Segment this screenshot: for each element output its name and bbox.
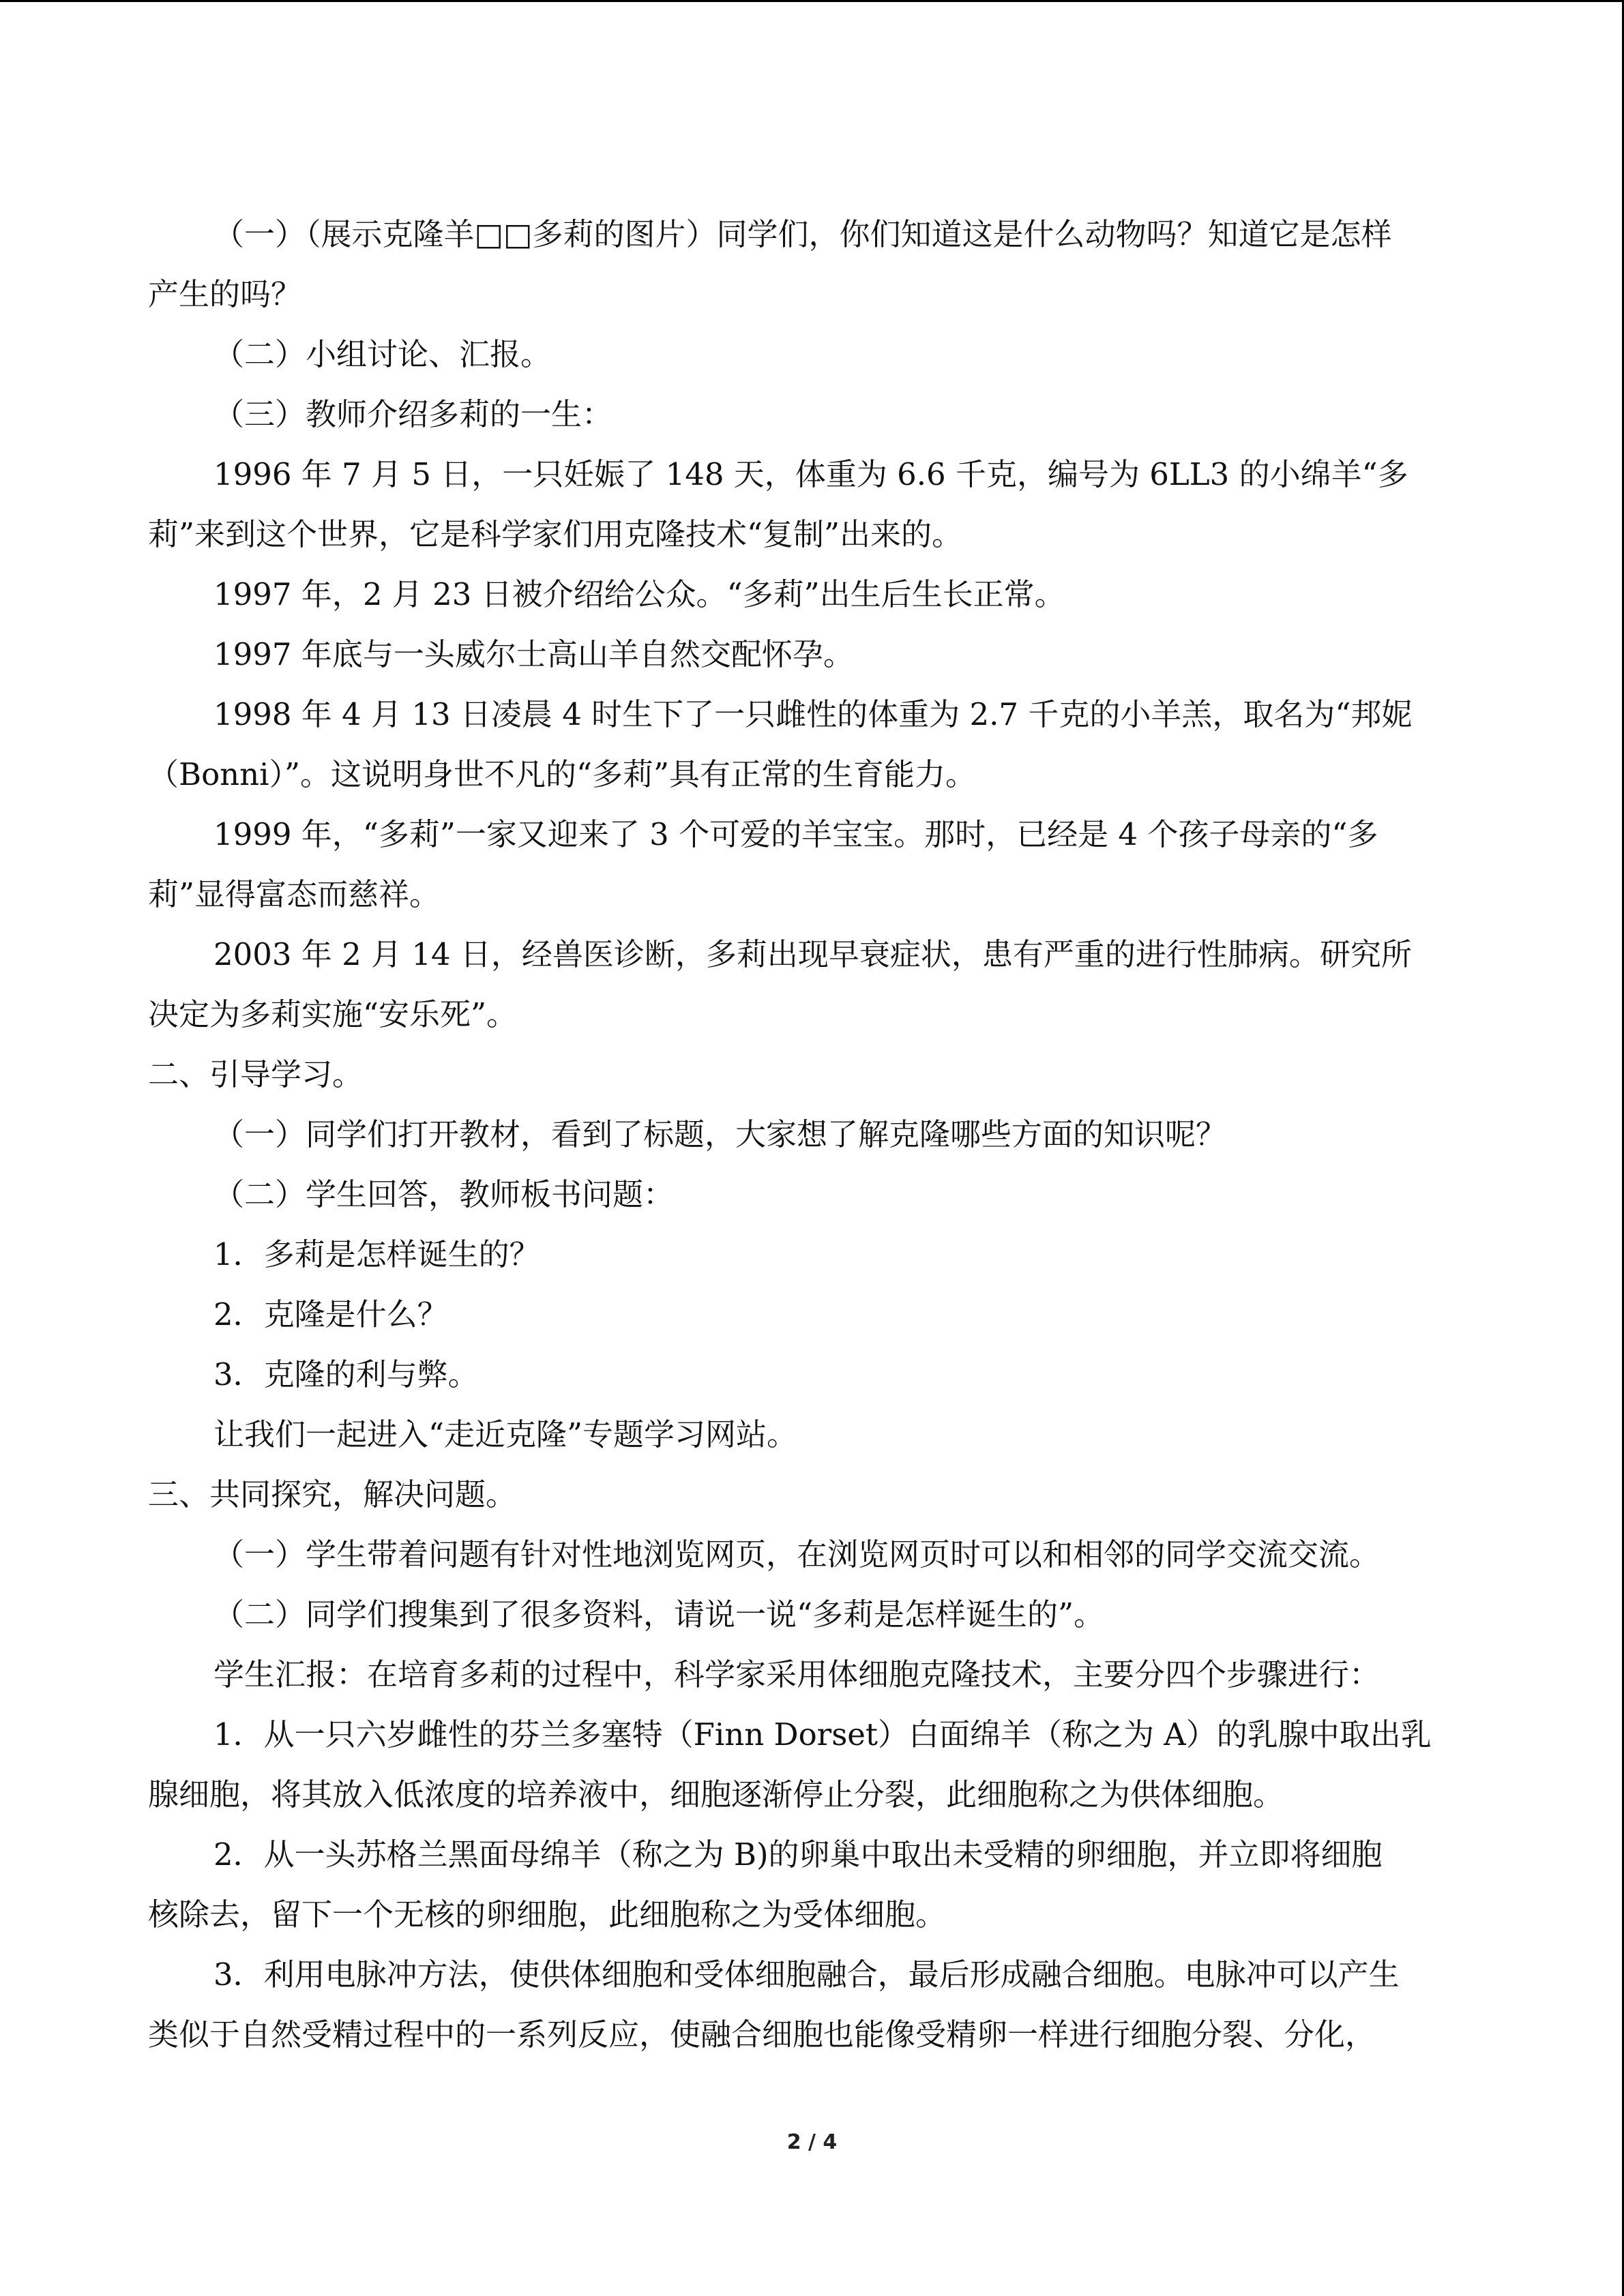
text-line: （二）同学们搜集到了很多资料，请说一说“多莉是怎样诞生的”。 [213, 1596, 1105, 1632]
list-item: 1．从一只六岁雌性的芬兰多塞特（Finn Dorset）白面绵羊（称之为 A）的乳腺中取出乳 [213, 1716, 1432, 1753]
text-line: 莉”显得富态而慈祥。 [148, 876, 441, 912]
text-line: 莉”来到这个世界，它是科学家们用克隆技术“复制”出来的。 [148, 516, 963, 552]
text-line: （一）（展示克隆羊□□多莉的图片）同学们，你们知道这是什么动物吗？知道它是怎样 [213, 216, 1392, 252]
page-number: 2 / 4 [786, 2130, 838, 2154]
text-line: （三）教师介绍多莉的一生： [213, 396, 613, 432]
list-item: 2．克隆是什么？ [213, 1296, 448, 1332]
section-heading: 三、共同探究，解决问题。 [148, 1476, 517, 1512]
text-line: （一）同学们打开教材，看到了标题，大家想了解克隆哪些方面的知识呢？ [213, 1116, 1227, 1152]
text-line: 类似于自然受精过程中的一系列反应，使融合细胞也能像受精卵一样进行细胞分裂、分化， [148, 2016, 1376, 2053]
text-line: （二）学生回答，教师板书问题： [213, 1176, 675, 1212]
page-border-top [0, 0, 1624, 2]
text-line: 1999 年，“多莉”一家又迎来了 3 个可爱的羊宝宝。那时，已经是 4 个孩子母亲的“多 [213, 816, 1378, 852]
text-line: （二）小组讨论、汇报。 [213, 336, 552, 372]
text-line: 学生汇报：在培育多莉的过程中，科学家采用体细胞克隆技术，主要分四个步骤进行： [213, 1656, 1381, 1693]
text-line: 核除去，留下一个无核的卵细胞，此细胞称之为受体细胞。 [148, 1896, 947, 1933]
text-line: 1996 年 7 月 5 日，一只妊娠了 148 天，体重为 6.6 千克，编号为 6LL3 的小绵羊“多 [213, 456, 1408, 492]
text-line: （一）学生带着问题有针对性地浏览网页，在浏览网页时可以和相邻的同学交流交流。 [213, 1536, 1381, 1572]
text-line: 1998 年 4 月 13 日凌晨 4 时生下了一只雌性的体重为 2.7 千克的小羊羔，取名为“邦妮 [213, 696, 1413, 732]
text-line: 让我们一起进入“走近克隆”专题学习网站。 [213, 1416, 798, 1452]
text-line: 决定为多莉实施“安乐死”。 [148, 996, 518, 1032]
text-line: （Bonni）”。这说明身世不凡的“多莉”具有正常的生育能力。 [148, 756, 977, 792]
list-item: 3．克隆的利与弊。 [213, 1356, 479, 1392]
section-heading: 二、引导学习。 [148, 1056, 364, 1092]
text-line: 1997 年底与一头威尔士高山羊自然交配怀孕。 [213, 636, 854, 672]
document-body [148, 205, 1478, 2065]
text-line: 腺细胞，将其放入低浓度的培养液中，细胞逐渐停止分裂，此细胞称之为供体细胞。 [148, 1776, 1284, 1813]
text-line: 2003 年 2 月 14 日，经兽医诊断，多莉出现早衰症状，患有严重的进行性肺病。研究所 [213, 936, 1412, 972]
text-line: 1997 年，2 月 23 日被介绍给公众。“多莉”出生后生长正常。 [213, 576, 1065, 612]
list-item: 1．多莉是怎样诞生的？ [213, 1236, 540, 1272]
list-item: 2．从一头苏格兰黑面母绵羊（称之为 B)的卵巢中取出未受精的卵细胞，并立即将细胞 [213, 1836, 1383, 1873]
text-line: 产生的吗？ [148, 276, 302, 312]
list-item: 3．利用电脉冲方法，使供体细胞和受体细胞融合，最后形成融合细胞。电脉冲可以产生 [213, 1956, 1400, 1993]
